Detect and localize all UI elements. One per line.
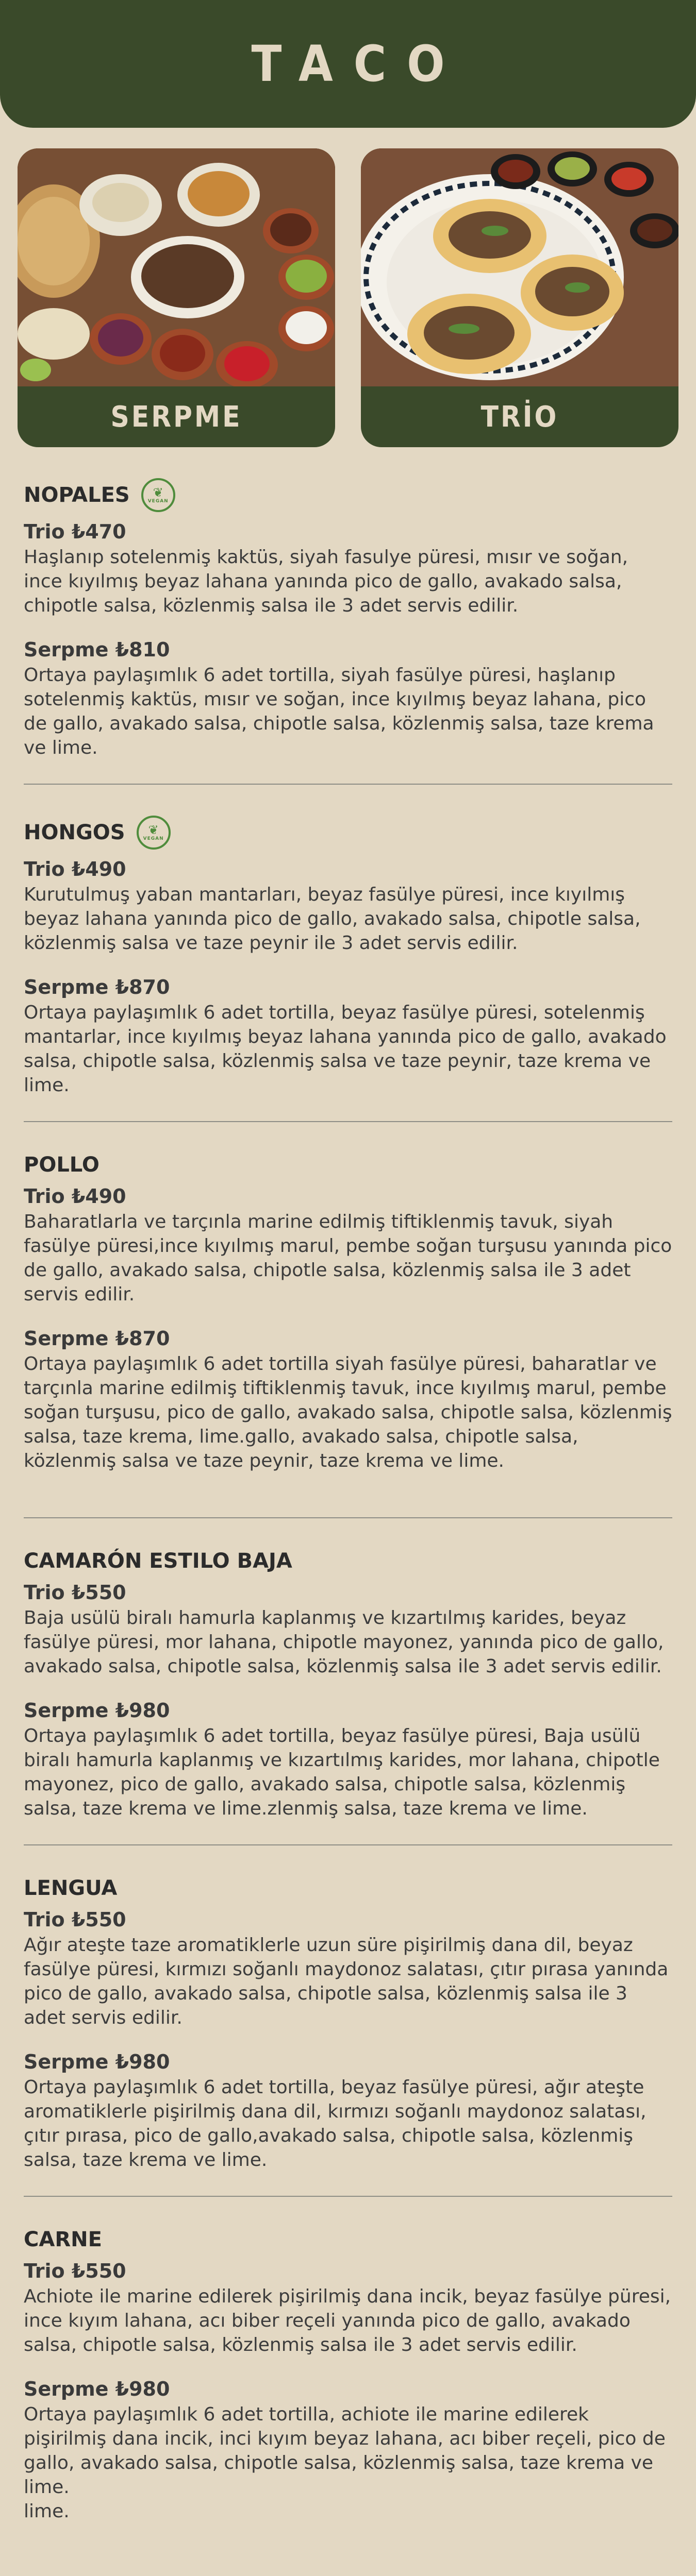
- variant-description: Haşlanıp sotelenmiş kaktüs, siyah fasulye püresi, mısır ve soğan, ince kıyılmış beyaz lahana yanında pico de gallo, avakado salsa, chipotle salsa, közlenmiş salsa ile 3 adet servis edilir.: [24, 547, 628, 616]
- item-title: LENGUA: [24, 1876, 118, 1900]
- variant-description: Achiote ile marine edilerek pişirilmiş dana incik, beyaz fasülye püresi, ince kıyım lahana, acı biber reçeli yanında pico de gallo, avakado salsa, chipotle salsa, közlenmiş salsa ile 3 adet servis edilir.: [24, 2286, 671, 2355]
- menu-list: [0, 447, 696, 2537]
- variant-trio: [24, 858, 672, 955]
- variant-trio: [24, 2260, 672, 2357]
- variant-name: Serpme ₺870: [24, 1327, 170, 1350]
- variant-serpme: [24, 2050, 672, 2172]
- variant-name: Serpme ₺810: [24, 638, 170, 661]
- menu-item-pollo: [24, 1148, 672, 1486]
- variant-description: Ortaya paylaşımlık 6 adet tortilla siyah fasülye püresi, baharatlar ve tarçınla marine edilmiş tiftiklenmiş tavuk, ince kıyılmış marul, pembe soğan turşusu, pico de gallo, avakado salsa, chipotle salsa, közlenmiş salsa, taze krema, lime.gallo, avakado salsa, chipotle salsa, közlenmiş salsa ve taze peynir, taze krema ve lime.: [24, 1353, 672, 1471]
- trio-card[interactable]: [361, 148, 678, 447]
- serpme-card[interactable]: [18, 148, 335, 447]
- variant-serpme: [24, 1699, 672, 1821]
- variant-trio: [24, 1908, 672, 2030]
- variant-trio: [24, 1185, 672, 1307]
- variant-description: Baja usülü biralı hamurla kaplanmış ve kızartılmış karides, beyaz fasülye püresi, mor lahana, chipotle mayonez, yanında pico de gallo, avakado salsa, chipotle salsa, közlenmiş salsa ile 3 adet servis edilir.: [24, 1607, 664, 1677]
- variant-trio: [24, 520, 672, 618]
- menu-item-camaron: [24, 1544, 672, 1834]
- trio-photo: [361, 148, 678, 386]
- variant-serpme: [24, 1327, 672, 1473]
- item-title: HONGOS ❦ VEGAN: [24, 816, 672, 850]
- variant-name: Serpme ₺980: [24, 2378, 170, 2400]
- category-cards: [0, 128, 696, 447]
- divider: [24, 2196, 672, 2197]
- variant-description: Ortaya paylaşımlık 6 adet tortilla, beyaz fasülye püresi, sotelenmiş mantarlar, ince kıyılmış beyaz lahana yanında pico de gallo, avakado salsa, chipotle salsa, közlenmiş salsa ve taze peynir, taze krema ve lime.: [24, 1002, 667, 1096]
- page-header: [0, 0, 696, 128]
- serpme-spread-image: [18, 148, 335, 386]
- variant-serpme: [24, 2378, 672, 2523]
- menu-item-lengua: [24, 1871, 672, 2185]
- divider: [24, 1121, 672, 1122]
- variant-name: Serpme ₺980: [24, 2050, 170, 2073]
- variant-description: Ortaya paylaşımlık 6 adet tortilla, siyah fasülye püresi, haşlanıp sotelenmiş kaktüs, mısır ve soğan, ince kıyılmış beyaz lahana, pico de gallo, avakado salsa, chipotle salsa, közlenmiş salsa, taze krema ve lime.: [24, 665, 654, 758]
- variant-name: Trio ₺550: [24, 2260, 126, 2282]
- divider: [24, 1844, 672, 1845]
- variant-description: Ortaya paylaşımlık 6 adet tortilla, beyaz fasülye püresi, Baja usülü biralı hamurla kaplanmış ve kızartılmış karides, mor lahana, chipotle mayonez, pico de gallo, avakado salsa, chipotle salsa, közlenmiş salsa, taze krema ve lime.zlenmiş salsa, taze krema ve lime.: [24, 1725, 660, 1819]
- divider: [24, 1517, 672, 1518]
- trio-tacos-image: [361, 148, 678, 386]
- menu-item-nopales: [24, 473, 672, 773]
- variant-name: Trio ₺490: [24, 858, 126, 880]
- variant-description: Ağır ateşte taze aromatiklerle uzun süre pişirilmiş dana dil, beyaz fasülye püresi, kırmızı soğanlı maydonoz salatası, çıtır pırasa yanında pico de gallo, avakado salsa, chipotle salsa, közlenmiş salsa ile 3 adet servis edilir.: [24, 1935, 669, 2028]
- variant-name: Trio ₺550: [24, 1581, 126, 1604]
- menu-item-hongos: [24, 810, 672, 1111]
- variant-description: Kurutulmuş yaban mantarları, beyaz fasülye püresi, ince kıyılmış beyaz lahana yanında pico de gallo, avakado salsa, chipotle salsa, közlenmiş salsa ve taze peynir ile 3 adet servis edilir.: [24, 884, 641, 954]
- serpme-photo: [18, 148, 335, 386]
- page-title: TACO: [251, 35, 466, 93]
- vegan-icon: ❦ VEGAN: [137, 816, 171, 850]
- variant-name: Trio ₺550: [24, 1908, 126, 1931]
- menu-item-carne: [24, 2223, 672, 2537]
- variant-description: Ortaya paylaşımlık 6 adet tortilla, achiote ile marine edilerek pişirilmiş dana incik, inci kıyım beyaz lahana, acı biber reçeli, pico de gallo, avakado salsa, chipotle salsa, közlenmiş salsa, taze krema ve lime. lime.: [24, 2404, 666, 2522]
- vegan-icon: ❦ VEGAN: [141, 478, 175, 512]
- item-title: CAMARÓN ESTILO BAJA: [24, 1549, 292, 1573]
- variant-trio: [24, 1581, 672, 1679]
- variant-name: Serpme ₺870: [24, 976, 170, 998]
- variant-serpme: [24, 976, 672, 1097]
- item-title: NOPALES ❦ VEGAN: [24, 478, 672, 512]
- divider: [24, 784, 672, 785]
- variant-description: Baharatlarla ve tarçınla marine edilmiş tiftiklenmiş tavuk, siyah fasülye püresi,ince kıyılmış marul, pembe soğan turşusu yanında pico de gallo, avakado salsa, chipotle salsa, közlenmiş salsa ile 3 adet servis edilir.: [24, 1211, 672, 1305]
- item-title: POLLO: [24, 1153, 100, 1177]
- item-title: CARNE: [24, 2228, 102, 2251]
- serpme-label: SERPME: [110, 400, 242, 434]
- trio-label: TRİO: [480, 400, 559, 434]
- variant-name: Serpme ₺980: [24, 1699, 170, 1722]
- variant-name: Trio ₺490: [24, 1185, 126, 1208]
- variant-serpme: [24, 638, 672, 760]
- variant-description: Ortaya paylaşımlık 6 adet tortilla, beyaz fasülye püresi, ağır ateşte aromatiklerle pişirilmiş dana dil, kırmızı soğanlı maydonoz salatası, çıtır pırasa, pico de gallo,avakado salsa, chipotle salsa, közlenmiş salsa, taze krema ve lime.: [24, 2077, 647, 2171]
- variant-name: Trio ₺470: [24, 520, 126, 543]
